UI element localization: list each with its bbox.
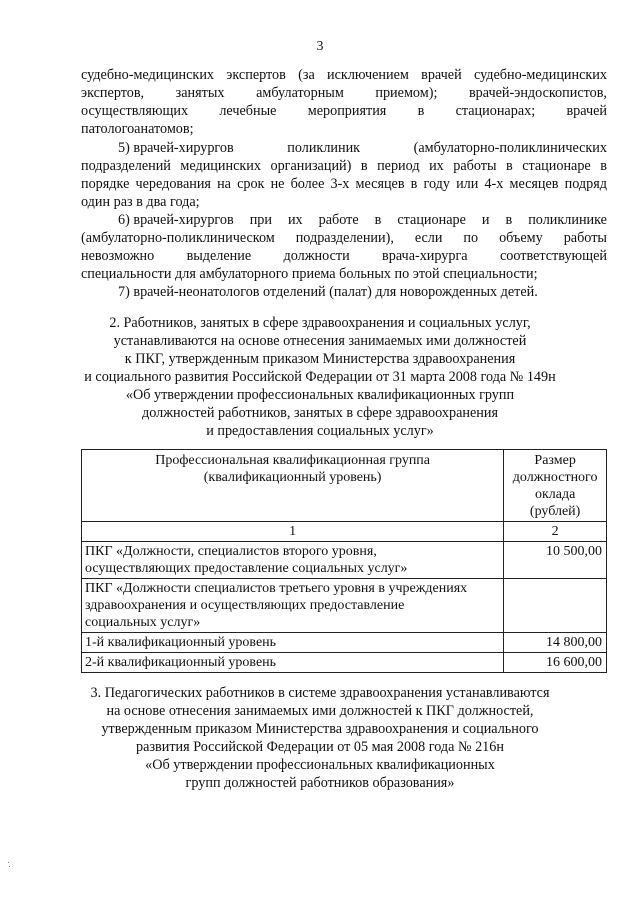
word: более (290, 176, 325, 192)
word: в (410, 176, 418, 192)
word: по (463, 230, 479, 246)
table-cell-salary: 10 500,00 (504, 542, 607, 579)
header-text: (рублей) (529, 504, 581, 519)
table-cell-pkg (82, 579, 504, 633)
word: в (600, 158, 607, 174)
word: 5) врачей-хирургов (118, 140, 234, 156)
word: в (360, 158, 368, 174)
section-3-heading-line: групп должностей работников образования» (185, 775, 455, 791)
word: 6) врачей-хирургов (118, 212, 234, 228)
table-row (82, 633, 607, 653)
word: если (414, 230, 443, 246)
word: их (287, 212, 303, 228)
word: поликлиник (287, 140, 361, 156)
section-2-heading-line: и предоставления социальных услуг» (206, 423, 434, 439)
cell-text: ПКГ «Должности специалистов третьего уровня в учреждениях (85, 581, 468, 596)
section-3-heading-line: развития Российской Федерации от 05 мая 2008 года № 216н (136, 739, 504, 755)
header-text: (квалификационный уровень) (203, 470, 382, 485)
word: их (429, 158, 444, 174)
word: медицинских (180, 158, 261, 174)
word: на (217, 176, 231, 192)
paragraph-line (81, 66, 607, 84)
word: работы (453, 158, 497, 174)
word: подразделении), (295, 230, 394, 246)
word: (амбулаторно-поликлинических (413, 140, 607, 156)
section-3-heading-line: утвержденным приказом Министерства здравоохранения и социального (101, 721, 539, 737)
paragraph-line (81, 84, 607, 102)
word: занятых (175, 85, 225, 101)
cell-text: осуществляющих предоставление социальных услуг» (85, 561, 408, 576)
table-row (82, 579, 607, 633)
word: в (374, 212, 382, 228)
word: период (377, 158, 420, 174)
word: срок (237, 176, 265, 192)
section-2-heading-line: должностей работников, занятых в сфере здравоохранения (142, 405, 498, 421)
table-cell-pkg: 1-й квалификационный уровень (82, 633, 504, 653)
word: месяцев (355, 176, 405, 192)
column-number: 2 (504, 522, 607, 542)
word: и (481, 212, 490, 228)
word: (амбулаторно-поликлиническом (81, 230, 275, 246)
cell-text: социальных услуг» (85, 615, 201, 630)
cell-text: здравоохранения и осуществляющих предоставление (85, 598, 405, 613)
cell-text: ПКГ «Должности, специалистов второго уровня, (85, 544, 377, 559)
header-pkg (82, 450, 504, 522)
section-2-heading-line: к ПКГ, утвержденным приказом Министерства здравоохранения (124, 351, 516, 367)
word: году (423, 176, 450, 192)
word: стационаре (397, 212, 466, 228)
header-text: Размер (534, 453, 576, 468)
list-item-5-line (118, 139, 607, 157)
list-item-6-line: специальности для амбулаторного приема больных по этой специальности; (81, 266, 538, 282)
paragraph-line: патологоанатомов; (81, 121, 194, 137)
word: поликлинике (528, 212, 607, 228)
scan-speck (8, 862, 9, 863)
list-item-5-line (81, 157, 607, 175)
section-2-heading-line: 2. Работников, занятых в сфере здравоохранения и социальных услуг, (109, 315, 531, 331)
word: приемом); (375, 85, 438, 101)
word: выделение (186, 248, 252, 264)
list-item-5-line (81, 175, 607, 193)
word: чередования (135, 176, 211, 192)
word: врачей (421, 67, 462, 83)
word: врачей (566, 103, 607, 119)
word: порядке (81, 176, 130, 192)
word: не (270, 176, 285, 192)
word: организаций) (270, 158, 352, 174)
word: осуществляющих (81, 103, 189, 119)
word: в (506, 158, 513, 174)
section-3-heading-line: «Об утверждении профессиональных квалификационных (145, 757, 495, 773)
word: работы (563, 230, 607, 246)
word: 3-х (330, 176, 350, 192)
word: врача-хирурга (382, 248, 468, 264)
table-number-row (82, 522, 607, 542)
word: стационаре (522, 158, 591, 174)
table-cell-pkg: 2-й квалификационный уровень (82, 653, 504, 673)
word: соответствующей (499, 248, 607, 264)
page-number: 3 (316, 39, 324, 54)
list-item-6-line (118, 211, 607, 229)
word: 4-х (484, 176, 504, 192)
word: стационарах; (455, 103, 536, 119)
word: в (417, 103, 425, 119)
list-item-5-line: один раз в два года; (81, 194, 200, 210)
word: месяцев (509, 176, 559, 192)
header-text: Профессиональная квалификационная группа (155, 453, 431, 468)
table-cell-salary: 14 800,00 (504, 633, 607, 653)
word: объему (499, 230, 543, 246)
section-2-heading-line: и социального развития Российской Федерации от 31 марта 2008 года № 149н (84, 369, 556, 385)
word: судебно-медицинских (473, 67, 607, 83)
header-text: должностного (512, 470, 598, 485)
table-cell-salary: 16 600,00 (504, 653, 607, 673)
word: лечебные (219, 103, 277, 119)
list-item-6-line (81, 247, 607, 265)
word: мероприятия (307, 103, 387, 119)
section-2-heading-line: «Об утверждении профессиональных квалификационных групп (125, 387, 515, 403)
scan-speck (9, 866, 10, 867)
table-cell-pkg (82, 542, 504, 579)
word: подразделений (81, 158, 171, 174)
paragraph-line (81, 102, 607, 120)
word: невозможно (81, 248, 155, 264)
word: экспертов, (81, 85, 145, 101)
word: подряд (564, 176, 607, 192)
word: в (505, 212, 513, 228)
salary-table (81, 449, 607, 673)
word: должности (283, 248, 350, 264)
table-row (82, 542, 607, 579)
table-cell-salary (504, 579, 607, 633)
word: судебно-медицинских (81, 67, 215, 83)
list-item-6-line (81, 229, 607, 247)
list-item-7: 7) врачей-неонатологов отделений (палат) для новорожденных детей. (118, 284, 538, 300)
header-salary (504, 450, 607, 522)
table-row (82, 653, 607, 673)
header-text: оклада (534, 487, 576, 502)
word: или (456, 176, 479, 192)
word: при (249, 212, 272, 228)
word: амбулаторным (256, 85, 344, 101)
section-3-heading-line: 3. Педагогических работников в системе здравоохранения устанавливаются (90, 685, 550, 701)
word: экспертов (226, 67, 286, 83)
word: исключением (327, 67, 409, 83)
word: работе (318, 212, 359, 228)
column-number: 1 (82, 522, 504, 542)
section-3-heading-line: на основе отнесения занимаемых ими должностей к ПКГ должностей, (106, 703, 534, 719)
word: врачей-эндоскопистов, (468, 85, 607, 101)
section-2-heading-line: устанавливаются на основе отнесения занимаемых ими должностей (113, 333, 527, 349)
table-header-row (82, 450, 607, 522)
word: (за (298, 67, 315, 83)
